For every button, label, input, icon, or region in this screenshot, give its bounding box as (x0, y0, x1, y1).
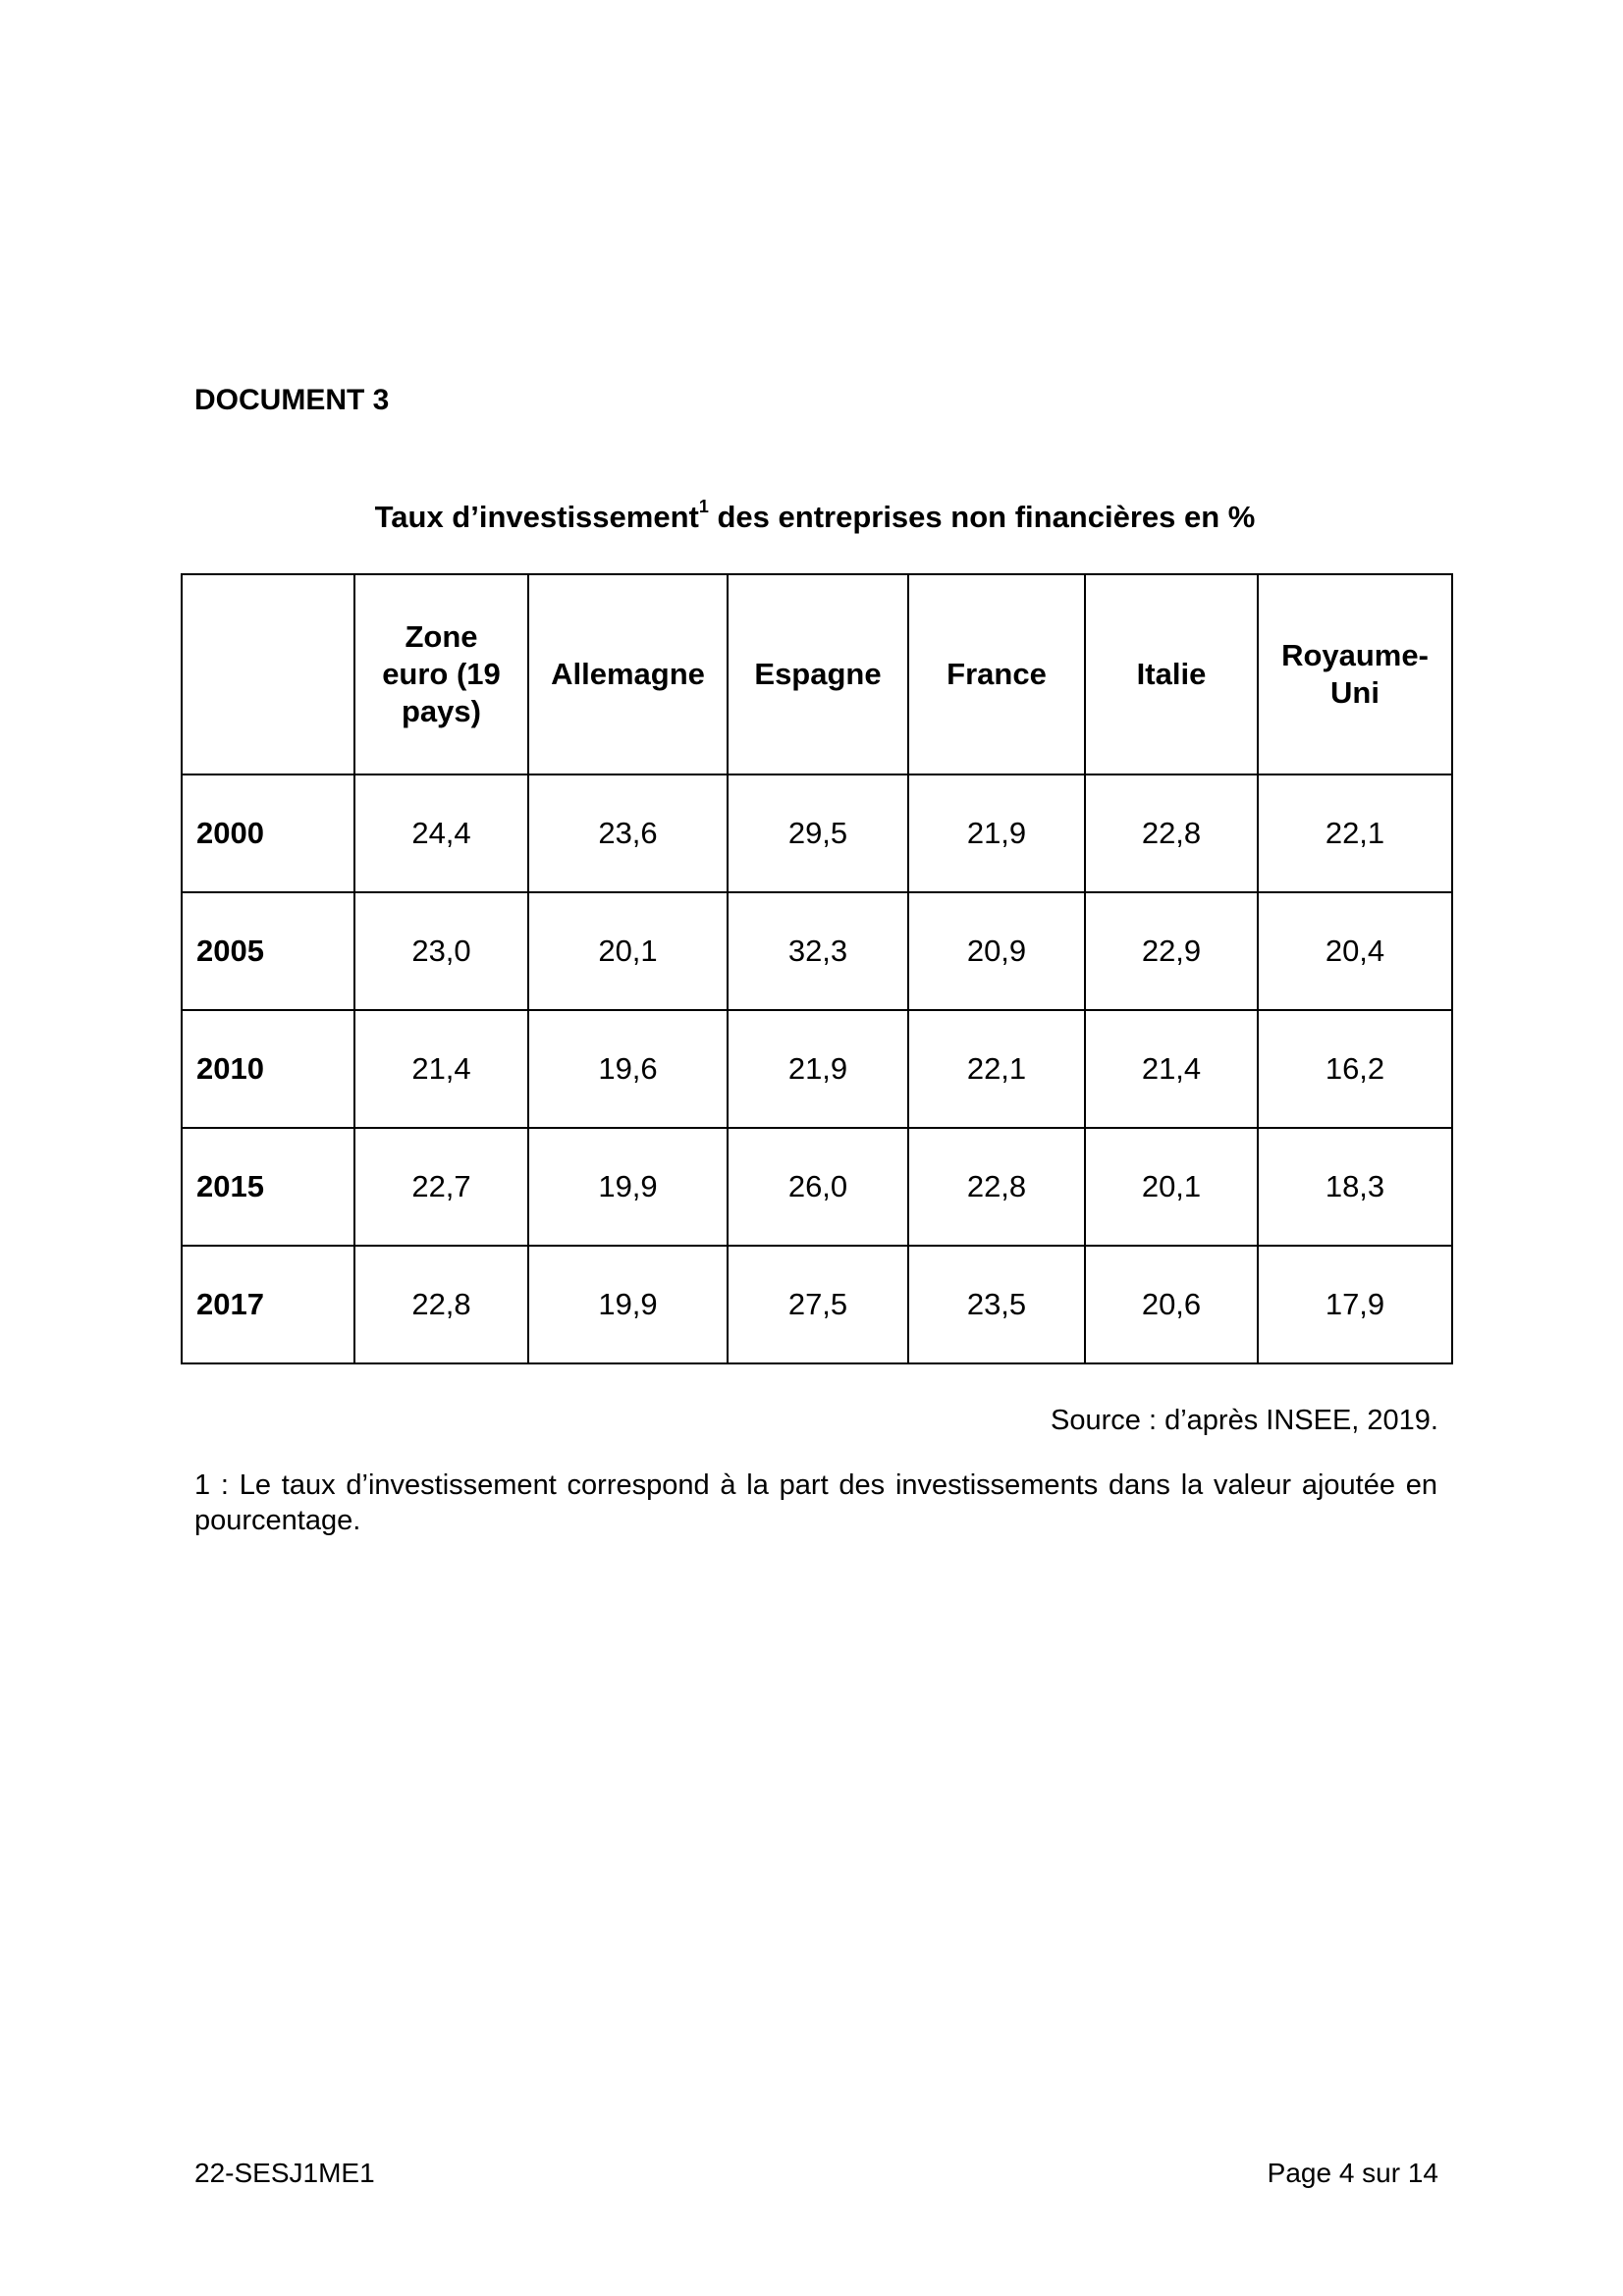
value-cell: 18,3 (1258, 1128, 1452, 1246)
value-cell: 21,9 (908, 774, 1085, 892)
header-allemagne: Allemagne (528, 574, 728, 774)
source-note: Source : d’après INSEE, 2019. (1051, 1405, 1438, 1436)
value-cell: 32,3 (728, 892, 908, 1010)
header-italie: Italie (1085, 574, 1258, 774)
value-cell: 19,9 (528, 1246, 728, 1363)
value-cell: 17,9 (1258, 1246, 1452, 1363)
year-cell: 2005 (182, 892, 354, 1010)
value-cell: 21,4 (354, 1010, 528, 1128)
table-title-rest: des entreprises non financières en % (708, 500, 1256, 534)
header-espagne: Espagne (728, 574, 908, 774)
table-title-main: Taux d’investissement (374, 500, 699, 534)
year-cell: 2010 (182, 1010, 354, 1128)
exam-code: 22-SESJ1ME1 (194, 2158, 375, 2188)
value-cell: 22,1 (908, 1010, 1085, 1128)
value-cell: 16,2 (1258, 1010, 1452, 1128)
year-cell: 2000 (182, 774, 354, 892)
header-royaume-uni (1258, 574, 1452, 774)
page-number: Page 4 sur 14 (1267, 2158, 1438, 2188)
value-cell: 23,6 (528, 774, 728, 892)
header-empty-cell (182, 574, 354, 774)
year-cell: 2017 (182, 1246, 354, 1363)
investment-rate-table (181, 573, 1453, 1364)
table-row (182, 1128, 1452, 1246)
header-zone-euro (354, 574, 528, 774)
footnote-marker: 1 (698, 496, 709, 516)
value-cell: 21,4 (1085, 1010, 1258, 1128)
value-cell: 26,0 (728, 1128, 908, 1246)
value-cell: 20,1 (528, 892, 728, 1010)
header-royaume-uni-label: Royaume-Uni (1281, 638, 1429, 710)
value-cell: 23,0 (354, 892, 528, 1010)
value-cell: 22,8 (1085, 774, 1258, 892)
footnote: 1 : Le taux d’investissement correspond à la part des investissements dans la valeur ajoutée en pourcentage. (194, 1469, 1437, 1536)
header-zone-euro-label: Zone euro (19 pays) (382, 619, 501, 728)
value-cell: 22,8 (354, 1246, 528, 1363)
value-cell: 20,9 (908, 892, 1085, 1010)
value-cell: 27,5 (728, 1246, 908, 1363)
table-row (182, 1246, 1452, 1363)
table-row (182, 774, 1452, 892)
document-heading: DOCUMENT 3 (194, 384, 390, 416)
value-cell: 22,1 (1258, 774, 1452, 892)
value-cell: 19,9 (528, 1128, 728, 1246)
value-cell: 22,8 (908, 1128, 1085, 1246)
header-france: France (908, 574, 1085, 774)
value-cell: 20,1 (1085, 1128, 1258, 1246)
table-row (182, 1010, 1452, 1128)
table-row (182, 892, 1452, 1010)
year-cell: 2015 (182, 1128, 354, 1246)
value-cell: 22,7 (354, 1128, 528, 1246)
value-cell: 22,9 (1085, 892, 1258, 1010)
table-header-row (182, 574, 1452, 774)
value-cell: 20,4 (1258, 892, 1452, 1010)
value-cell: 20,6 (1085, 1246, 1258, 1363)
value-cell: 21,9 (728, 1010, 908, 1128)
value-cell: 29,5 (728, 774, 908, 892)
table-title (182, 496, 1448, 536)
value-cell: 24,4 (354, 774, 528, 892)
value-cell: 23,5 (908, 1246, 1085, 1363)
value-cell: 19,6 (528, 1010, 728, 1128)
